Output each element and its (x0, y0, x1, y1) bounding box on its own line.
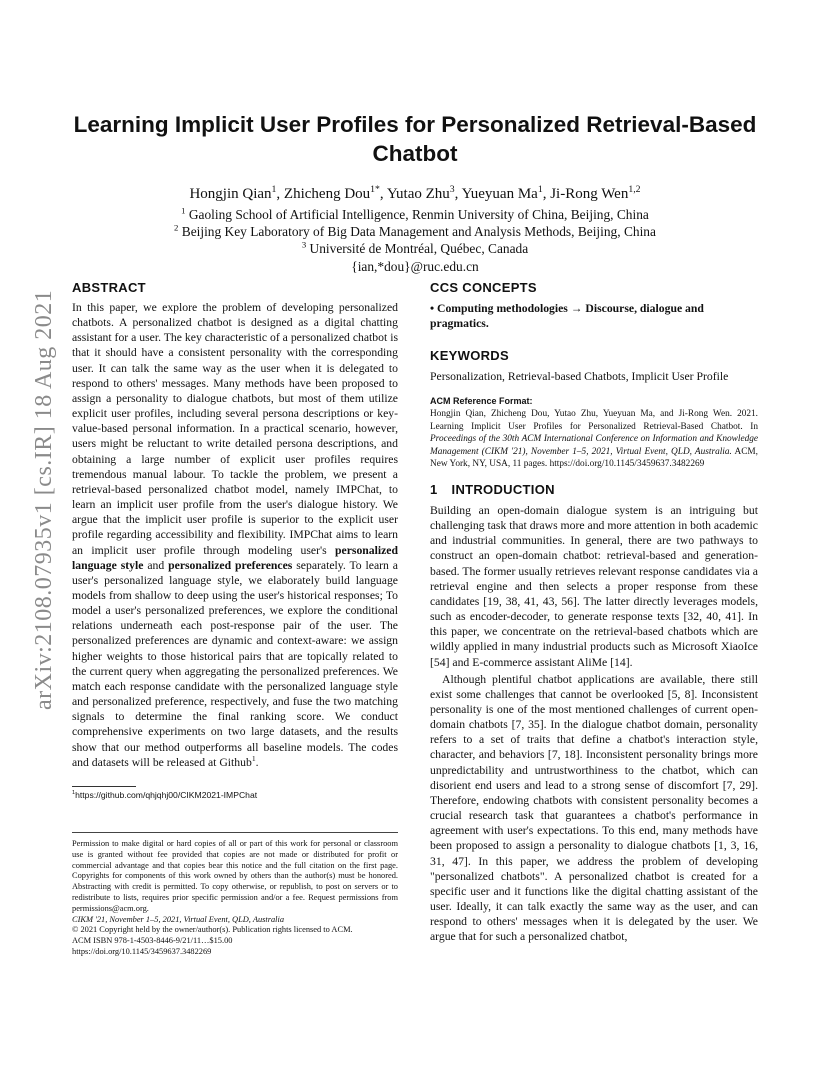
paper-title: Learning Implicit User Profiles for Personalized Retrieval-Based Chatbot (73, 112, 757, 166)
permission-notice: Permission to make digital or hard copies of all or part of this work for personal or classroom use is granted without fee provided that copies are not made or distributed for profit or commercial advantage and that copies bear this notice and the full citation on the first page. Copyrights for components of this work owned by others than the author(s) must be honored. Abstracting with credit is permitted. To copy otherwise, or republish, to post on servers or to redistribute to lists, requires prior specific permission and/or a fee. Request permissions from permissions@acm.org. (72, 839, 398, 913)
affiliation: $^2$ Beijing Key Laboratory of Big Data Management and Analysis Methods, Beijing, China (174, 222, 656, 240)
conference-venue: CIKM '21, November 1–5, 2021, Virtual Event, QLD, Australia (72, 914, 285, 924)
abstract-text: In this paper, we explore the problem of developing personalized chatbots. A personalized chatbot is designed as a digital chatting assistant for a user. The key characteristic of a personalized chatbot is that it should have a consistent personality with the corresponding user. It can talk the same way as the user when it is delegated to respond to others' messages. Many methods have been proposed to assign a personality to dialogue chatbots, but most of them utilize explicit user profiles, including several persona descriptions or key-value-based personal information. In a practical scenario, however, users might be reluctant to write detailed persona descriptions, and obtaining a large number of explicit user profiles requires tremendous manual labour. To tackle the problem, we present a retrieval-based personalized chatbot model, namely IMPChat, to learn an implicit user profile from the user's dialogue history. We argue that the implicit user profile is superior to the explicit user profile regarding accessibility and flexibility. IMPChat aims to learn an implicit user profile through modeling user's personalized language style and personalized preferences separately. To learn a user's personalized language style, we elaborately build language models from shallow to deep using the user's historical responses; To model a user's personalized preferences, we explore the conditional relations underneath each post-response pair of the user. The personalized preferences are dynamic and context-aware: we assign higher weights to those historical pairs that are topically related to the current query when aggregating the personalized preferences. We match each response candidate with the personalized language style and personalized preference, respectively, and fuse the two matching signals to determine the final ranking score. We conduct comprehensive experiments on two large datasets, and the results show that our method outperforms all baseline models. The codes and datasets will be released at Github$^1$. (72, 301, 398, 769)
copyright-line: © 2021 Copyright held by the owner/author(s). Publication rights licensed to ACM. (72, 925, 353, 935)
keywords-text: Personalization, Retrieval-based Chatbots, Implicit User Profile (430, 370, 729, 383)
author-list: Hongjin Qian$^1$, Zhicheng Dou$^{1*}$, Yutao Zhu$^3$, Yueyuan Ma$^1$, Ji-Rong Wen$^{1,2}$ (189, 184, 641, 202)
acm-reference-text: Hongjin Qian, Zhicheng Dou, Yutao Zhu, Yueyuan Ma, and Ji-Rong Wen. 2021. Learning Implicit User Profiles for Personalized Retrieval-Based Chatbot. In Proceedings of the 30th ACM International Conference on Information and Knowledge Management (CIKM '21), November 1–5, 2021, Virtual Event, QLD, Australia. ACM, New York, NY, USA, 11 pages. https://doi.org/10.1145/3459637.3482269 (430, 409, 758, 470)
author: Hongjin Qian (189, 186, 272, 202)
footnote-mark: 1 (251, 753, 256, 763)
abstract-heading: ABSTRACT (72, 280, 146, 295)
ccs-concept: • Computing methodologies → Discourse, dialogue and pragmatics. (430, 302, 704, 330)
author-affil-mark: 1 (537, 184, 543, 195)
affiliation-list (70, 206, 760, 275)
affiliation: $^3$ Université de Montréal, Québec, Canada (301, 239, 529, 257)
author: Yutao Zhu (386, 186, 450, 202)
isbn-line: ACM ISBN 978-1-4503-8446-9/21/11…$15.00 (72, 936, 233, 946)
footnote-link[interactable]: https://github.com/qhjqhj00/CIKM2021-IMPChat (75, 789, 258, 800)
author: Zhicheng Dou (283, 186, 371, 202)
introduction-heading: 1 INTRODUCTION (430, 481, 555, 497)
ccs-heading: CCS CONCEPTS (430, 280, 537, 295)
author-affil-mark: 1 (271, 184, 277, 195)
author-affil-mark: 3 (449, 184, 455, 195)
keywords-heading: KEYWORDS (430, 348, 509, 363)
arxiv-stamp: arXiv:2108.07935v1 [cs.IR] 18 Aug 2021 (31, 290, 57, 711)
permission-block (72, 832, 398, 958)
author-affil-mark: 1* (370, 184, 380, 195)
right-column (430, 279, 758, 945)
author-affil-mark: 1,2 (628, 184, 641, 195)
author-email: {ian,*dou}@ruc.edu.cn (351, 258, 479, 274)
footnote: $^1$https://github.com/qhjqhj00/CIKM2021-IMPChat (72, 789, 258, 800)
intro-paragraph: Building an open-domain dialogue system is an intriguing but challenging task that draws more and more attention in both academic and industrial communities. In general, there are two pathways to construct an open-domain chatbot: retrieval-based and generation-based. The former usually retrieves relevant response candidates via a retrieval engine and then selects a proper response from these candidates [19, 38, 41, 43, 56]. The latter directly leverages models, such as encoder-decoder, to generate response texts [32, 40, 41]. In this paper, we concentrate on the retrieval-based chatbots which are wildly applied in many industrial products such as Microsoft XiaoIce [54] and E-commerce assistant AliMe [14]. (430, 503, 758, 669)
author: Yueyuan Ma (461, 186, 538, 202)
intro-paragraph: Although plentiful chatbot applications are available, there still exist some challenges that cannot be overlooked [5, 8]. Inconsistent personality is one of the most mentioned challenges of current open-domain chatbots [7, 35]. In the dialogue chatbot domain, personality refers to a set of traits that define a chatbot's interaction style, character, and behaviors [7, 18]. Inconsistent personality brings more unpredictability and untrustworthiness to the chatbot, which can disorient end users and lead to a strong sense of discomfort [7, 29]. Therefore, endowing chatbots with consistent personality becomes a crucial research task that guarantees a chatbot's performance in agreement with user's expectations. To this end, many methods have been proposed to assign a personality to dialogue chatbots [1, 3, 16, 31, 47]. In this paper, we address the problem of developing "personalized chatbots". A personalized chatbot is created for a specific user and it functions like the digital chatting assistant of the user. Ideally, it can talk exactly the same way as the user, and can respond to others' messages when it is delegated by the user. We argue that for such a personalized chatbot, (430, 672, 758, 944)
author: Ji-Rong Wen (550, 186, 629, 202)
doi-link[interactable]: https://doi.org/10.1145/3459637.3482269 (72, 946, 212, 956)
acm-reference-heading: ACM Reference Format: (430, 396, 533, 406)
left-column (72, 279, 398, 800)
affiliation: $^1$ Gaoling School of Artificial Intelligence, Renmin University of China, Beijing, China (181, 205, 649, 222)
footnote-divider (72, 786, 136, 787)
